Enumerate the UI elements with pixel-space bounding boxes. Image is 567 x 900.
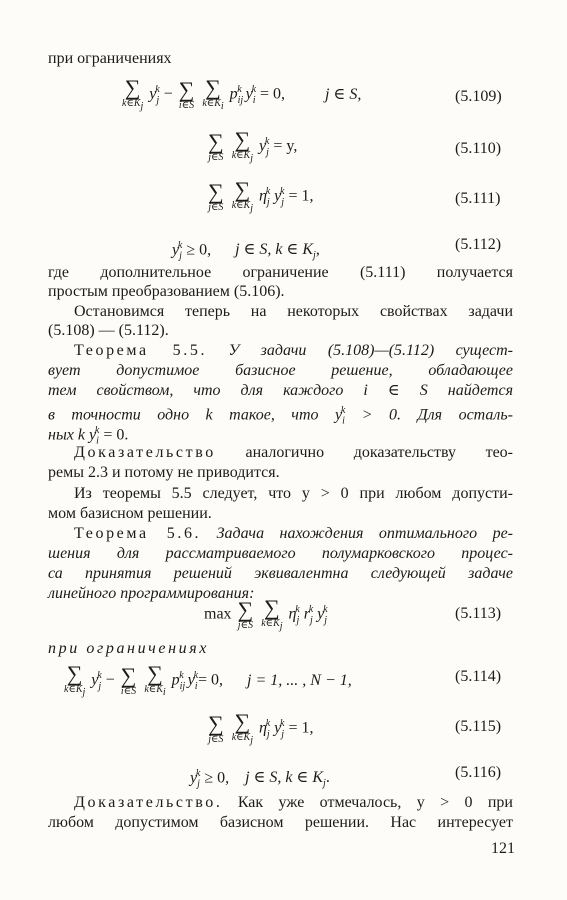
theorem-5-5-heading: Теорема 5.5. xyxy=(74,342,208,359)
theorem-5-5-line: в точности одно k такое, что $y_i^k > 0$. Для осталь- xyxy=(48,405,513,427)
theorem-5-5-line: ных k $y_i^k = 0$. xyxy=(48,425,129,447)
eq-113-max: max xyxy=(204,605,232,623)
eq-number-5-109: (5.109) xyxy=(455,88,502,105)
theorem-text: са принятия решений эквивалентна следующей задаче xyxy=(48,565,513,582)
theorem-text: = 0. xyxy=(99,426,129,444)
theorem-text: тем свойством, что для каждого i ∈ S найдется xyxy=(48,382,513,399)
paragraph-line: где дополнительное ограничение (5.111) получается xyxy=(48,264,513,281)
theorem-5-6-line xyxy=(48,563,513,584)
proof-heading: Доказательство xyxy=(74,444,216,461)
eq-112-cond: j ∈ S, k ∈ K xyxy=(235,241,314,259)
equation-5-115: ∑ j∈S ∑ $k\in K_j$ $\eta_j^k$ $y_j^k = 1$, xyxy=(208,709,314,746)
eq-109-rhs: = 0, xyxy=(260,85,286,103)
eq-number-5-111: (5.111) xyxy=(455,190,501,207)
equation-5-109: ∑ $k\in K_j$ $y_j^k$ − ∑ i∈S ∑ $k\in K_i$ $p_{ij}^k$ $y_i^k = 0$, j ∈ S, xyxy=(122,75,362,112)
eq-114-rhs: = 0, xyxy=(198,671,224,689)
equation-5-110: ∑ j∈S ∑ $k\in K_j$ $y_j^k = y$, xyxy=(208,127,298,164)
theorem-text: ных k y xyxy=(48,426,97,444)
constraints-label xyxy=(48,638,513,659)
proof-heading: Доказательство. xyxy=(74,794,223,811)
theorem-text: Задача нахождения оптимального ре- xyxy=(216,525,513,542)
eq-number-5-113: (5.113) xyxy=(455,605,502,622)
eq-110-rhs: = y, xyxy=(273,137,298,155)
eq-115-rhs: = 1, xyxy=(288,719,314,737)
proof-line: ремы 2.3 и потому не приводится. xyxy=(48,464,280,481)
eq-109-cond: j ∈ S, xyxy=(325,85,362,103)
theorem-5-5-line xyxy=(48,380,513,401)
theorem-5-6-line xyxy=(48,543,513,564)
paragraph-line: мом базисном решении. xyxy=(48,505,212,522)
eq-number-5-110: (5.110) xyxy=(455,140,502,157)
eq-number-5-116: (5.116) xyxy=(455,764,502,781)
intro-line: при ограничениях xyxy=(48,50,172,67)
proof-line xyxy=(74,792,513,813)
theorem-5-5-line xyxy=(48,360,513,381)
eq-number-5-112: (5.112) xyxy=(455,236,502,253)
eq-number-5-114: (5.114) xyxy=(455,668,502,685)
theorem-text: > 0. Для осталь- xyxy=(345,406,513,424)
equation-5-111: ∑ j∈S ∑ $k\in K_j$ $\eta_j^k$ $y_j^k = 1$, xyxy=(208,177,314,214)
eq-116-cond: j ∈ S, k ∈ K xyxy=(245,769,324,787)
theorem-5-6-line xyxy=(74,523,513,544)
eq-111-rhs: = 1, xyxy=(288,187,314,205)
page-number: 121 xyxy=(491,840,515,857)
eq-number-5-115: (5.115) xyxy=(455,718,502,735)
theorem-5-6-heading: Теорема 5.6. xyxy=(74,525,202,542)
proof-text: аналогично доказательству тео- xyxy=(215,444,513,461)
proof-text: Как уже отмечалось, y > 0 при xyxy=(222,794,513,811)
theorem-text: линейного программирования: xyxy=(48,585,255,602)
paragraph-line: Из теоремы 5.5 следует, что y > 0 при любом допусти- xyxy=(74,485,513,502)
theorem-text: вует допустимое базисное решение, обладающее xyxy=(48,362,513,379)
equation-5-114: ∑ $k\in K_j$ $y_j^k$ − ∑ i∈S ∑ $k\in K_i$ $p_{ij}^k$ $y_i^k= 0$, j = 1, ... , N − 1, xyxy=(64,661,352,698)
paragraph-line: (5.108) — (5.112). xyxy=(48,322,169,339)
proof-line: любом допустимом базисном решении. Нас интересует xyxy=(48,814,513,831)
paragraph-line: простым преобразованием (5.106). xyxy=(48,283,285,300)
eq-116-lhs: ≥ 0, xyxy=(204,769,230,787)
constraints-text: при ограничениях xyxy=(48,640,209,657)
theorem-text: шения для рассматриваемого полумарковского процес- xyxy=(48,545,513,562)
eq-112-lhs: ≥ 0, xyxy=(186,241,212,259)
proof-line xyxy=(74,442,513,463)
theorem-text: У задачи (5.108)—(5.112) сущест- xyxy=(228,342,514,359)
theorem-5-5-line xyxy=(74,340,513,361)
equation-5-116: $y_j^k \ge 0$, j ∈ S, k ∈ $K_j$. xyxy=(190,768,330,790)
equation-5-113: max ∑ j∈S ∑ $k\in K_j$ $\eta_j^k$ $r_j^k$ $y_j^k$ xyxy=(204,595,328,632)
paragraph-line: Остановимся теперь на некоторых свойствах задачи xyxy=(74,303,513,320)
eq-114-cond: j = 1, ... , N − 1, xyxy=(247,671,352,689)
theorem-text: в точности одно k такое, что y xyxy=(48,406,343,424)
equation-5-112: $y_j^k \ge 0$, j ∈ S, k ∈ $K_j$, xyxy=(172,240,320,262)
